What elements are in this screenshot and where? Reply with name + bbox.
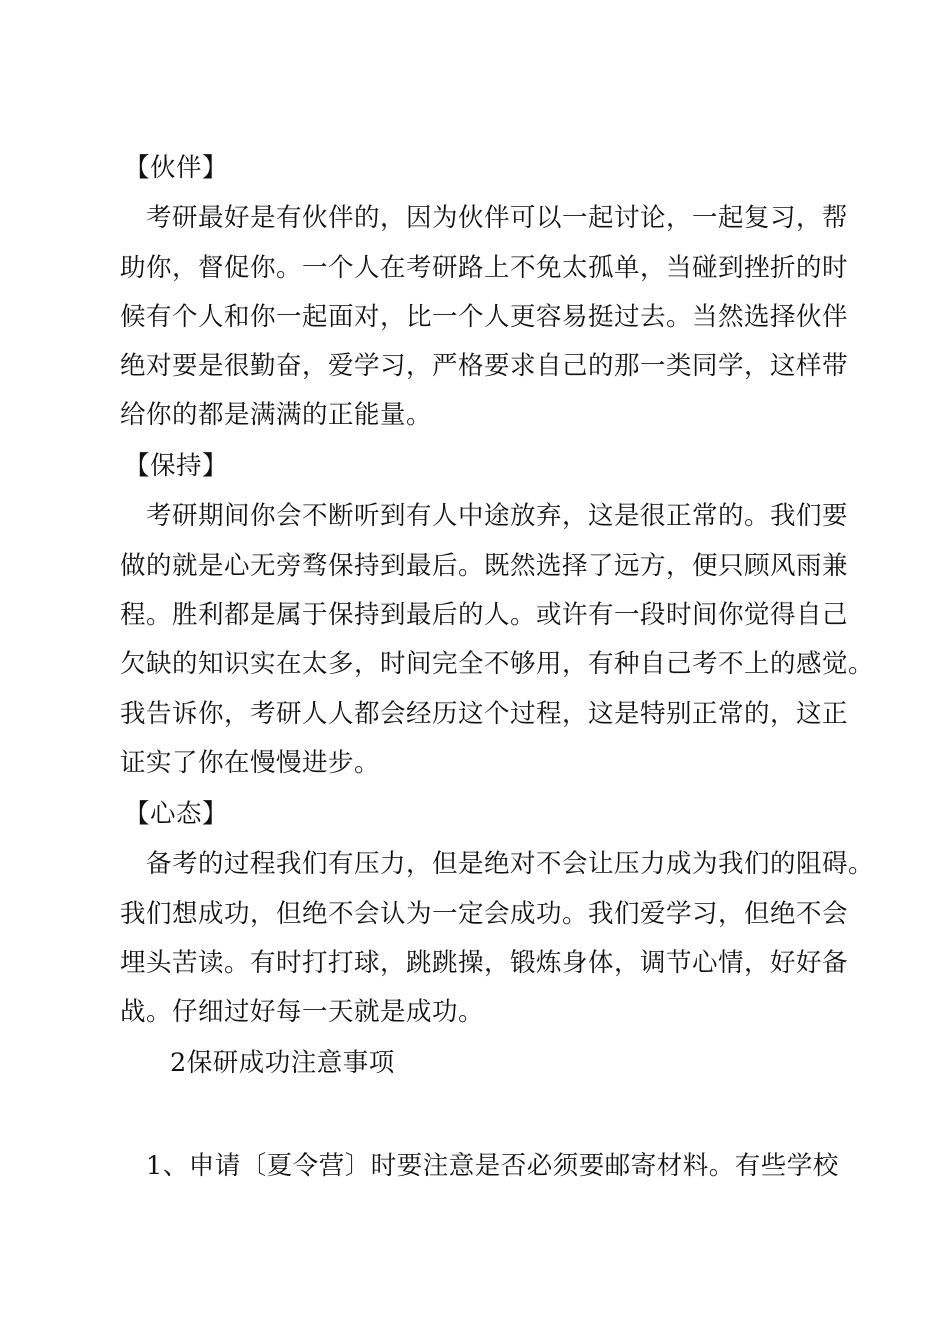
- paragraph-line: 战。仔细过好每一天就是成功。: [120, 997, 485, 1027]
- paragraph-line: 考研期间你会不断听到有人中途放弃，这是很正常的。我们要: [146, 501, 849, 531]
- paragraph-line: 做的就是心无旁骛保持到最后。既然选择了远方，便只顾风雨兼: [120, 551, 849, 581]
- paragraph-line: 证实了你在慢慢进步。: [120, 748, 381, 778]
- paragraph-line: 候有个人和你一起面对，比一个人更容易挺过去。当然选择伙伴: [120, 302, 849, 332]
- section-heading-partner: 【伙伴】: [124, 153, 229, 183]
- paragraph-line: 程。胜利都是属于保持到最后的人。或许有一段时间你觉得自己: [120, 600, 849, 630]
- paragraph-line: 我们想成功，但绝不会认为一定会成功。我们爱学习，但绝不会: [120, 899, 849, 929]
- paragraph-line: 助你，督促你。一个人在考研路上不免太孤单，当碰到挫折的时: [120, 253, 849, 283]
- paragraph-line: 备考的过程我们有压力，但是绝对不会让压力成为我们的阻碍。: [146, 849, 875, 879]
- paragraph-line: 绝对要是很勤奋，爱学习，严格要求自己的那一类同学，这样带: [120, 351, 849, 381]
- paragraph-line: 考研最好是有伙伴的，因为伙伴可以一起讨论，一起复习，帮: [146, 203, 849, 233]
- paragraph-line: 给你的都是满满的正能量。: [120, 400, 433, 430]
- paragraph-line: 埋头苦读。有时打打球，跳跳操，锻炼身体，调节心情，好好备: [120, 948, 849, 978]
- paragraph-line: 我告诉你，考研人人都会经历这个过程，这是特别正常的，这正: [120, 699, 849, 729]
- section-heading-mindset: 【心态】: [124, 799, 229, 829]
- section-heading-persist: 【保持】: [124, 451, 229, 481]
- list-item: 1、申请〔夏令营〕时要注意是否必须要邮寄材料。有些学校: [146, 1151, 839, 1181]
- section-title: 2保研成功注意事项: [170, 1048, 395, 1078]
- paragraph-line: 欠缺的知识实在太多，时间完全不够用，有种自己考不上的感觉。: [120, 649, 875, 679]
